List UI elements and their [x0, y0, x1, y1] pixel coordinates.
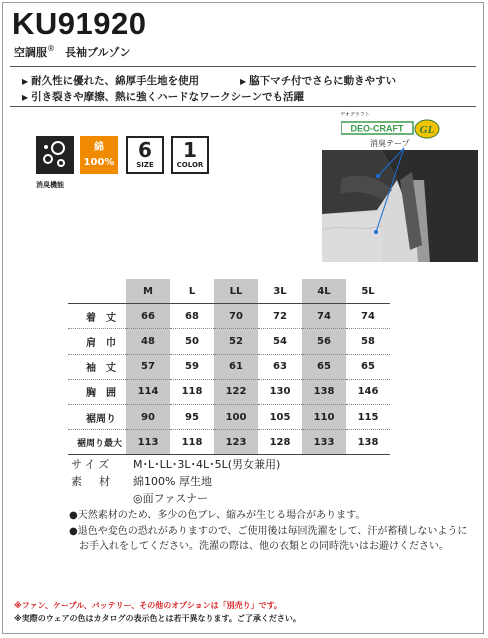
row-label: 裾周り最大 — [68, 430, 126, 455]
table-cell: 113 — [126, 430, 170, 455]
table-cell: 68 — [170, 304, 214, 329]
table-row — [68, 304, 390, 329]
spec-fastener: ◎面ファスナー — [133, 492, 209, 505]
deo-craft-small-text: デオグラフト — [340, 112, 370, 118]
table-cell: 146 — [346, 379, 390, 404]
table-cell: 58 — [346, 329, 390, 354]
cotton-100-icon: 綿 100% — [80, 136, 118, 174]
table-cell: 122 — [214, 379, 258, 404]
brand-name: 空調服 — [14, 46, 47, 59]
table-cell: 61 — [214, 354, 258, 379]
table-row — [68, 404, 390, 429]
corner-cell — [68, 279, 126, 304]
table-cell: 138 — [346, 430, 390, 455]
options-sold-separately-note: ※ファン、ケーブル、バッテリー、その他のオプションは「別売り」です。 — [14, 601, 282, 610]
triangle-bullet-icon: ▶ — [22, 93, 29, 102]
feature-2: ▶ 脇下マチ付でさらに動きやすい — [240, 75, 397, 87]
table-row — [68, 329, 390, 354]
table-row — [68, 354, 390, 379]
svg-text:GL: GL — [419, 124, 435, 136]
table-cell: 50 — [170, 329, 214, 354]
spec-material — [71, 473, 212, 489]
color-count-icon: 1 COLOR — [171, 136, 209, 174]
size-col-header: 3L — [258, 279, 302, 304]
spec-size-value: M･L･LL･3L･4L･5L(男女兼用) — [133, 458, 281, 471]
row-label: 肩 巾 — [68, 329, 126, 354]
deo-craft-logo-text: DEO-CRAFT — [350, 123, 404, 134]
care-note-2: ●退色や変色の恐れがありますので、ご使用後は毎回洗濯をして、汗が蓄積しないようにお手入れをしてください。洗濯の際は、他の衣類との同時洗いはお避けください。 — [69, 526, 468, 552]
spec-material-value: 綿100% 厚生地 — [133, 475, 212, 488]
size-table — [68, 279, 390, 455]
table-cell: 70 — [214, 304, 258, 329]
table-cell: 74 — [346, 304, 390, 329]
table-cell: 118 — [170, 379, 214, 404]
spec-size-label: サイズ — [71, 458, 113, 471]
table-row — [68, 379, 390, 404]
table-cell: 100 — [214, 404, 258, 429]
feature-1: ▶ 耐久性に優れた、綿厚手生地を使用 — [22, 75, 200, 87]
table-cell: 130 — [258, 379, 302, 404]
size-count-icon: 6 SIZE — [126, 136, 164, 174]
table-cell: 66 — [126, 304, 170, 329]
table-cell: 59 — [170, 354, 214, 379]
size-col-header: 4L — [302, 279, 346, 304]
table-cell: 57 — [126, 354, 170, 379]
table-cell: 138 — [302, 379, 346, 404]
table-cell: 48 — [126, 329, 170, 354]
table-cell: 74 — [302, 304, 346, 329]
table-cell: 52 — [214, 329, 258, 354]
care-note-1: ●天然素材のため、多少の色ブレ、縮みが生じる場合があります。 — [69, 510, 366, 521]
row-label: 袖 丈 — [68, 354, 126, 379]
table-cell: 63 — [258, 354, 302, 379]
product-name: 長袖ブルゾン — [65, 46, 131, 59]
row-label: 着 丈 — [68, 304, 126, 329]
row-label: 胸 囲 — [68, 379, 126, 404]
triangle-bullet-icon: ▶ — [240, 77, 247, 86]
table-cell: 56 — [302, 329, 346, 354]
size-header-row — [68, 279, 390, 304]
model-number: KU91920 — [12, 6, 147, 41]
deodorant-tape-label: 消臭テープ — [370, 139, 410, 148]
table-cell: 54 — [258, 329, 302, 354]
table-cell: 90 — [126, 404, 170, 429]
size-col-header: M — [126, 279, 170, 304]
table-cell: 123 — [214, 430, 258, 455]
triangle-bullet-icon: ▶ — [22, 77, 29, 86]
registered-mark: ® — [47, 44, 55, 53]
table-row — [68, 430, 390, 455]
table-cell: 110 — [302, 404, 346, 429]
table-cell: 72 — [258, 304, 302, 329]
table-cell: 118 — [170, 430, 214, 455]
table-cell: 95 — [170, 404, 214, 429]
feature-3: ▶ 引き裂きや摩擦、熱に強くハードなワークシーンでも活躍 — [22, 91, 304, 103]
table-cell: 114 — [126, 379, 170, 404]
table-cell: 133 — [302, 430, 346, 455]
color-disclaimer-note: ※実際のウェアの色はカタログの表示色とは若干異なります。ご了承ください。 — [14, 614, 301, 623]
size-col-header: LL — [214, 279, 258, 304]
table-cell: 65 — [302, 354, 346, 379]
row-label: 裾周り — [68, 404, 126, 429]
table-cell: 128 — [258, 430, 302, 455]
spec-size — [71, 456, 280, 472]
table-cell: 105 — [258, 404, 302, 429]
table-cell: 115 — [346, 404, 390, 429]
size-col-header: L — [170, 279, 214, 304]
spec-material-label: 素 材 — [71, 475, 113, 488]
table-cell: 65 — [346, 354, 390, 379]
deodorant-label: 消臭機能 — [36, 181, 64, 189]
size-col-header: 5L — [346, 279, 390, 304]
